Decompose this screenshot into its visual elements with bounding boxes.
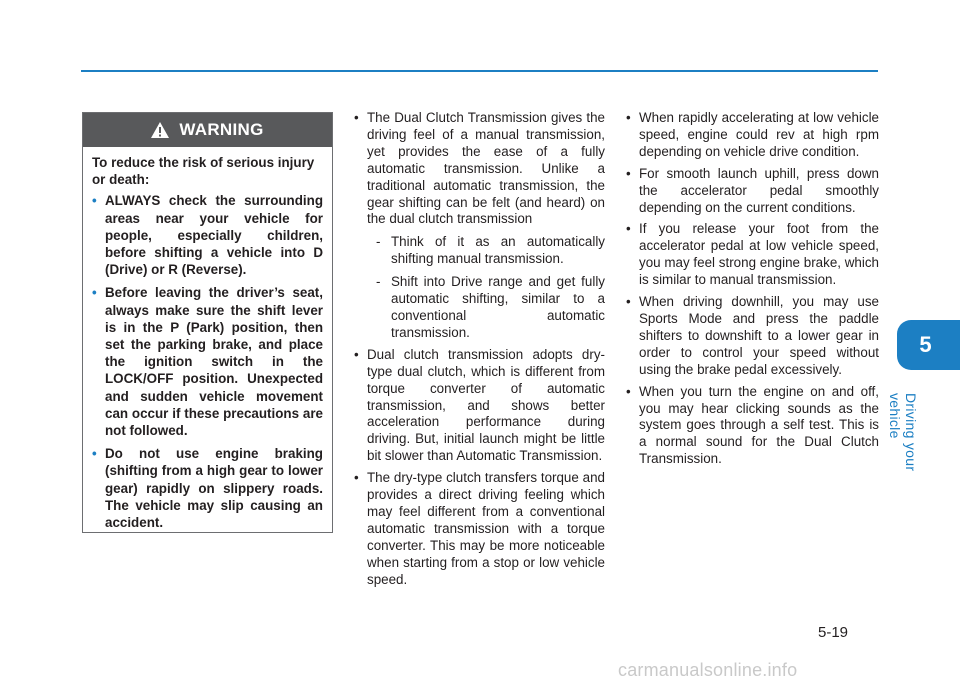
list-item <box>354 110 605 342</box>
warning-item <box>92 284 323 439</box>
bullet-icon: • <box>354 110 359 125</box>
sub-list-item-text: Think of it as an automatically shifting manual transmission. <box>391 234 605 267</box>
warning-item-text: Do not use engine braking (shifting from a high gear to lower gear) rapidly on slippery roads. The vehicle may slip causing an accident. <box>105 446 323 531</box>
list-item-text: When you turn the engine on and off, you may hear clicking sounds as the system goes through a self test. This is a normal sound for the Dual Clutch Transmission. <box>639 383 879 467</box>
chapter-title: Driving your vehicle <box>887 393 919 472</box>
list-item-text: The dry-type clutch transfers torque and provides a direct driving feeling which may feel different from a conventional automatic transmission with a torque converter. This may be more noticeable when starting from a stop or low vehicle speed. <box>367 470 605 587</box>
list-item <box>626 110 879 161</box>
header-rule <box>81 70 878 72</box>
warning-triangle-icon <box>151 122 169 138</box>
bullet-icon: • <box>92 446 97 462</box>
list-item <box>626 384 879 469</box>
list-item-text: When driving downhill, you may use Sports Mode and press the paddle shifters to downshift to a lower gear in order to control your speed without using the brake pedal excessively. <box>639 294 879 377</box>
list-item-text: The Dual Clutch Transmission gives the driving feel of a manual transmission, yet provides the ease of a fully automatic transmission. Unlike a traditional automatic transmission, the gear shifting can be felt (and heard) on the dual clutch transmission <box>367 110 605 227</box>
warning-item <box>92 192 323 278</box>
middle-column <box>354 110 605 593</box>
bullet-icon: • <box>626 165 631 181</box>
right-column <box>626 110 879 473</box>
warning-intro: To reduce the risk of serious injury or death: <box>92 155 315 188</box>
list-item-text: When rapidly accelerating at low vehicle speed, engine could rev at high rpm depending on vehicle drive condition. <box>639 110 879 159</box>
bullet-icon: • <box>626 294 631 310</box>
dash-icon: - <box>376 274 381 290</box>
bullet-icon: • <box>92 285 97 301</box>
sub-list-item <box>367 274 605 342</box>
bullet-icon: • <box>92 193 97 209</box>
list-item <box>626 294 879 379</box>
list-item-text: Dual clutch transmission adopts dry-type dual clutch, which is different from torque converter of automatic transmission, and shows better acceleration performance during driving. But, initial launch might be little bit slower than Automatic Transmission. <box>367 346 605 464</box>
page-number: 5-19 <box>818 624 849 641</box>
chapter-tab[interactable] <box>897 320 960 370</box>
bullet-icon: • <box>354 470 359 486</box>
list-item <box>626 166 879 217</box>
sub-list-item-text: Shift into Drive range and get fully automatic shifting, similar to a conventional automatic transmission. <box>391 274 605 340</box>
list-item-text: For smooth launch uphill, press down the accelerator pedal smoothly depending on the current conditions. <box>639 165 879 215</box>
warning-heading: WARNING <box>179 120 264 139</box>
list-item-text: If you release your foot from the accelerator pedal at low vehicle speed, you may feel strong engine brake, which is similar to manual transmission. <box>639 221 879 288</box>
warning-body <box>83 147 332 531</box>
watermark: carmanualsonline.info <box>618 660 798 680</box>
warning-item <box>92 445 323 531</box>
warning-item-text: Before leaving the driver’s seat, always make sure the shift lever is in the P (Park) position, then set the parking brake, and place the ignition switch in the LOCK/OFF position. Unexpected and sudden vehicle movement can occur if these precautions are not followed. <box>105 285 323 439</box>
bullet-icon: • <box>626 221 631 237</box>
bullet-icon: • <box>626 110 631 125</box>
warning-header <box>83 113 332 147</box>
list-item <box>354 347 605 465</box>
list-item <box>354 470 605 588</box>
dash-icon: - <box>376 234 381 250</box>
warning-item-text: ALWAYS check the surrounding areas near your vehicle for people, especially children, before shifting a vehicle into D (Drive) or R (Reverse). <box>105 193 323 278</box>
list-item <box>626 221 879 289</box>
chapter-number: 5 <box>919 332 932 357</box>
sub-list-item <box>367 234 605 268</box>
bullet-icon: • <box>354 346 359 362</box>
bullet-icon: • <box>626 383 631 399</box>
warning-box <box>82 112 333 533</box>
